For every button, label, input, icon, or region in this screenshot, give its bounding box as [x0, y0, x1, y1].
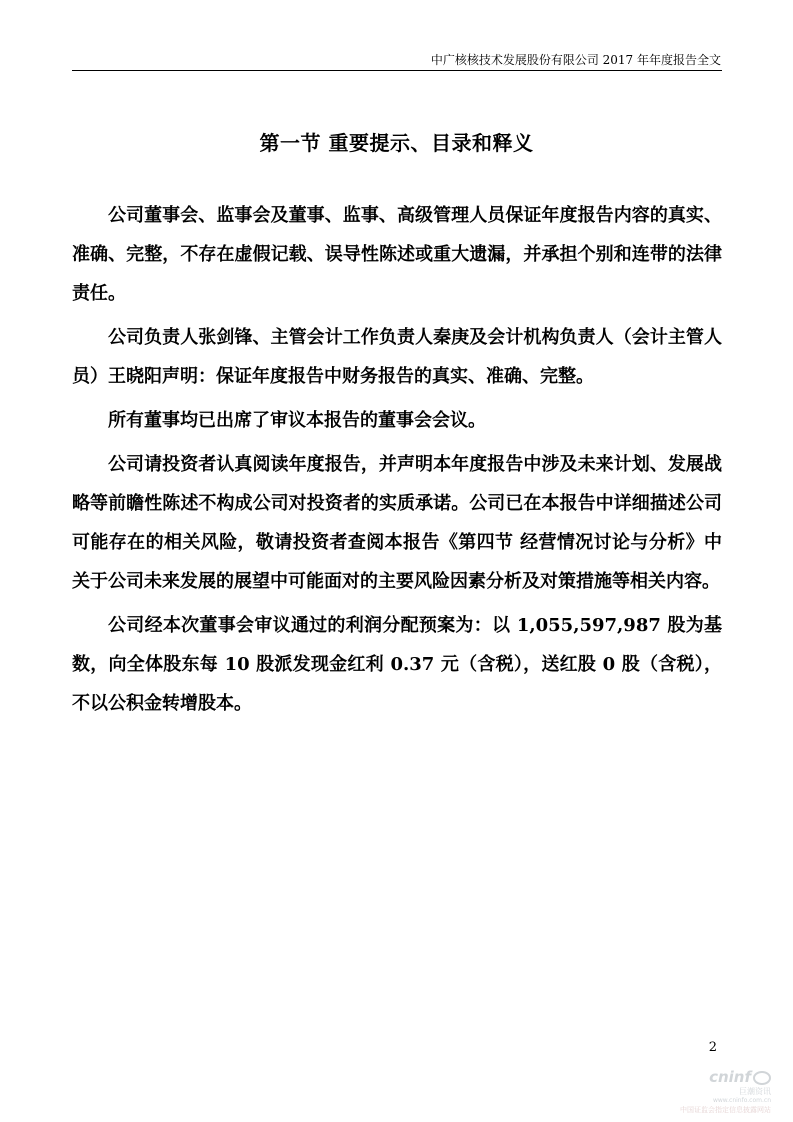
paragraph-profit-distribution: 公司经本次董事会审议通过的利润分配预案为：以 1,055,597,987 股为基数，向全体股东每 10 股派发现金红利 0.37 元（含税），送红股 0 股（含税），不以公积金转增股本。 — [72, 615, 722, 714]
running-header: 中广核核技术发展股份有限公司 2017 年年度报告全文 — [430, 53, 721, 67]
cninfo-logo-cn: 巨潮资讯 — [739, 1087, 771, 1096]
cninfo-tagline: 中国证监会指定信息披露网站 — [680, 1106, 771, 1114]
swirl-icon — [753, 1071, 771, 1085]
paragraph-directors-attendance: 所有董事均已出席了审议本报告的董事会会议。 — [108, 410, 486, 431]
cninfo-logo — [709, 1068, 771, 1086]
paragraph-responsible-persons: 公司负责人张剑锋、主管会计工作负责人秦庚及会计机构负责人（会计主管人员）王晓阳声明：保证年度报告中财务报告的真实、准确、完整。 — [72, 327, 722, 387]
cninfo-logo-text: cninf — [709, 1068, 751, 1086]
cninfo-url: www.cninfo.com.cn — [712, 1097, 771, 1104]
page-number: 2 — [708, 1040, 717, 1055]
document-body — [72, 196, 722, 728]
header-divider — [72, 70, 722, 71]
cninfo-watermark — [661, 1068, 771, 1114]
paragraph-board-guarantee: 公司董事会、监事会及董事、监事、高级管理人员保证年度报告内容的真实、准确、完整，不存在虚假记载、误导性陈述或重大遗漏，并承担个别和连带的法律责任。 — [72, 205, 722, 304]
section-title: 第一节 重要提示、目录和释义 — [259, 131, 534, 155]
paragraph-forward-looking-risk: 公司请投资者认真阅读年度报告，并声明本年度报告中涉及未来计划、发展战略等前瞻性陈述不构成公司对投资者的实质承诺。公司已在本报告中详细描述公司可能存在的相关风险，敬请投资者查阅本报告《第四节 经营情况讨论与分析》中关于公司未来发展的展望中可能面对的主要风险因素分析及对策措施等相关内容。 — [72, 454, 722, 592]
